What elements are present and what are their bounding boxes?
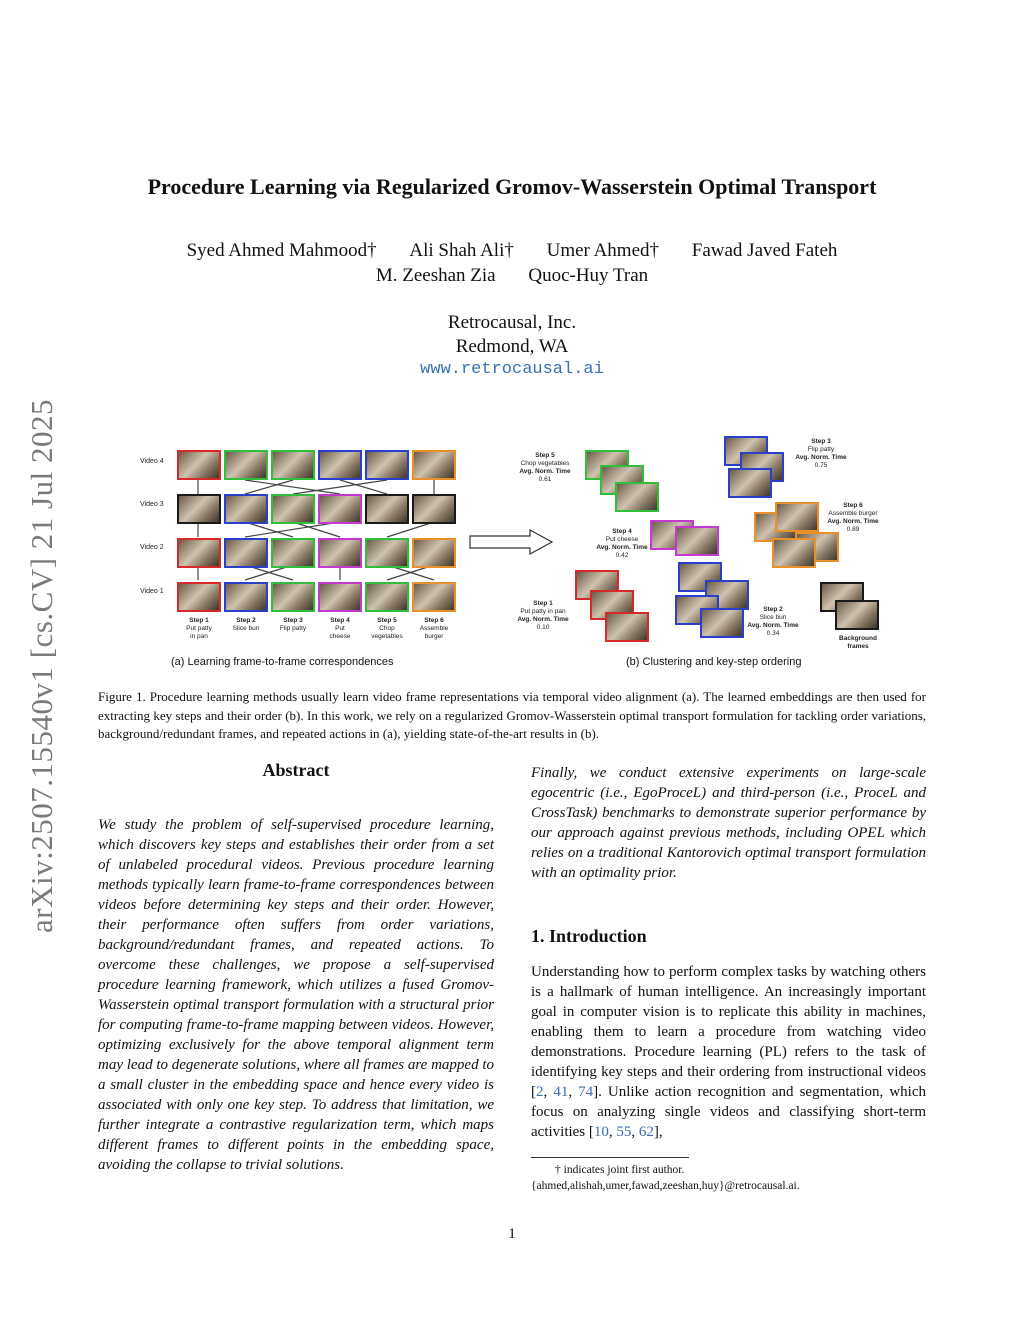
video-frame bbox=[177, 450, 221, 480]
video-frame bbox=[224, 582, 268, 612]
video-frame bbox=[271, 538, 315, 568]
citation[interactable]: 10 bbox=[593, 1124, 609, 1140]
website-link[interactable]: www.retrocausal.ai bbox=[420, 360, 604, 379]
step-label: Step 2 Slice bun bbox=[232, 617, 260, 632]
cluster-frame bbox=[700, 608, 744, 638]
citation[interactable]: 55 bbox=[616, 1124, 632, 1140]
citation[interactable]: 2 bbox=[536, 1084, 544, 1100]
video-frame bbox=[318, 582, 362, 612]
footnote-emails: {ahmed,alishah,umer,fawad,zeeshan,huy}@retrocausal.ai. bbox=[531, 1180, 800, 1192]
authors-line-2 bbox=[0, 265, 1024, 287]
video-frame bbox=[224, 450, 268, 480]
video-frame bbox=[365, 582, 409, 612]
video-frame bbox=[365, 538, 409, 568]
video-label: Video 4 bbox=[140, 458, 164, 465]
figure-1 bbox=[130, 430, 930, 675]
video-frame bbox=[224, 494, 268, 524]
abstract-continued: Finally, we conduct extensive experiments on large-scale egocentric (i.e., EgoProceL) and third-person (i.e., ProceL and CrossTask) benchmarks to demonstrate superior performance by our approach against previous methods, including OPEL which relies on a traditional Kantorovich optimal transport formulation with an optimality prior. bbox=[531, 765, 926, 881]
page-number: 1 bbox=[508, 1226, 516, 1242]
video-frame bbox=[412, 582, 456, 612]
cluster-frame bbox=[605, 612, 649, 642]
figure-caption: Figure 1. Procedure learning methods usually learn video frame representations via temporal video alignment (a). The learned embeddings are then used for extracting key steps and their order (b). In this work, we rely on a regularized Gromov-Wasserstein optimal transport formulation for tackling order variations, background/redundant frames, and repeated actions in (a), yielding state-of-the-art results in (b). bbox=[98, 689, 926, 741]
step-label: Step 6 Assemble burger bbox=[419, 617, 449, 640]
paper-title: Procedure Learning via Regularized Gromov-Wasserstein Optimal Transport bbox=[147, 174, 877, 199]
author: Ali Shah Ali† bbox=[409, 240, 514, 261]
video-frame bbox=[271, 582, 315, 612]
background-frame bbox=[835, 600, 879, 630]
location: Redmond, WA bbox=[455, 336, 569, 357]
citation[interactable]: 62 bbox=[638, 1124, 654, 1140]
video-frame bbox=[224, 538, 268, 568]
step-label: Step 4 Put cheese bbox=[329, 617, 351, 640]
footnote-joint-authors: † indicates joint first author. bbox=[555, 1164, 685, 1176]
author: Umer Ahmed† bbox=[546, 240, 660, 261]
cluster-frame bbox=[772, 538, 816, 568]
video-label: Video 2 bbox=[140, 544, 164, 551]
cluster-label: Step 6 Assemble burger Avg. Norm. Time 0.89 bbox=[827, 502, 879, 533]
arrow-right-icon bbox=[468, 528, 554, 556]
citation[interactable]: 41 bbox=[553, 1084, 569, 1100]
subfigure-caption-a: (a) Learning frame-to-frame correspondences bbox=[171, 656, 394, 668]
video-frame bbox=[177, 494, 221, 524]
video-frame bbox=[412, 450, 456, 480]
intro-paragraph: Understanding how to perform complex tasks by watching others is a hallmark of human intelligence. An increasingly important goal in computer vision is to replicate this ability in machines, enabling them to learn a procedure from watching video demonstrations. Procedure learning (PL) refers to the task of identifying key steps and their ordering from instructional videos [2, 41, 74]. Unlike action recognition and segmentation, which focus on analyzing single videos and classifying short-term activities [10, 55, 62], bbox=[531, 964, 927, 1140]
video-frame bbox=[177, 538, 221, 568]
abstract-heading: Abstract bbox=[262, 760, 330, 780]
subfigure-caption-b: (b) Clustering and key-step ordering bbox=[626, 656, 802, 668]
video-frame bbox=[365, 494, 409, 524]
video-label: Video 1 bbox=[140, 588, 164, 595]
author: Fawad Javed Fateh bbox=[691, 240, 838, 261]
background-label: Background frames bbox=[839, 635, 877, 650]
cluster-label: Step 5 Chop vegetables Avg. Norm. Time 0.61 bbox=[519, 452, 571, 483]
video-label: Video 3 bbox=[140, 501, 164, 508]
author: Syed Ahmed Mahmood† bbox=[186, 240, 377, 261]
section-heading-introduction: 1. Introduction bbox=[531, 926, 647, 946]
step-label: Step 3 Flip patty bbox=[279, 617, 307, 632]
affiliation: Retrocausal, Inc. bbox=[447, 312, 577, 333]
cluster-frame bbox=[675, 526, 719, 556]
video-frame bbox=[318, 494, 362, 524]
abstract-text: We study the problem of self-supervised procedure learning, which discovers key steps and establishes their order from a set of unlabeled procedural videos. Previous procedure learning methods typically learn frame-to-frame correspondences between videos before determining key steps and their order. However, their performance often suffers from order variations, background/redundant frames, and repeated actions. To overcome these challenges, we propose a self-supervised procedure learning framework, which utilizes a fused Gromov-Wasserstein optimal transport formulation with a structural prior for computing frame-to-frame mapping between videos. However, optimizing exclusively for the above temporal alignment term may lead to degenerate solutions, where all frames are mapped to a small cluster in the embedding space and hence every video is associated with only one key step. To address that limitation, we further integrate a contrastive regularization term, which maps different frames to different points in the embedding space, avoiding the collapse to trivial solutions. bbox=[98, 817, 494, 1173]
cluster-frame bbox=[728, 468, 772, 498]
footnote-rule bbox=[531, 1157, 689, 1158]
video-frame bbox=[177, 582, 221, 612]
video-frame bbox=[412, 494, 456, 524]
citation[interactable]: 74 bbox=[578, 1084, 594, 1100]
video-frame bbox=[271, 494, 315, 524]
video-frame bbox=[365, 450, 409, 480]
author: Quoc-Huy Tran bbox=[528, 265, 649, 286]
step-label: Step 5 Chop vegetables bbox=[371, 617, 403, 640]
cluster-frame bbox=[615, 482, 659, 512]
cluster-label: Step 1 Put patty in pan Avg. Norm. Time 0.10 bbox=[517, 600, 569, 631]
cluster-label: Step 4 Put cheese Avg. Norm. Time 0.42 bbox=[596, 528, 648, 559]
cluster-frame bbox=[775, 502, 819, 532]
video-frame bbox=[318, 450, 362, 480]
authors-line-1 bbox=[0, 240, 1024, 262]
author: M. Zeeshan Zia bbox=[375, 265, 496, 286]
step-label: Step 1 Put patty in pan bbox=[186, 617, 212, 640]
video-frame bbox=[271, 450, 315, 480]
cluster-label: Step 3 Flip patty Avg. Norm. Time 0.75 bbox=[795, 438, 847, 469]
video-frame bbox=[412, 538, 456, 568]
arxiv-identifier: arXiv:2507.15540v1 [cs.CV] 21 Jul 2025 bbox=[24, 399, 59, 933]
video-frame bbox=[318, 538, 362, 568]
cluster-label: Step 2 Slice bun Avg. Norm. Time 0.34 bbox=[747, 606, 799, 637]
